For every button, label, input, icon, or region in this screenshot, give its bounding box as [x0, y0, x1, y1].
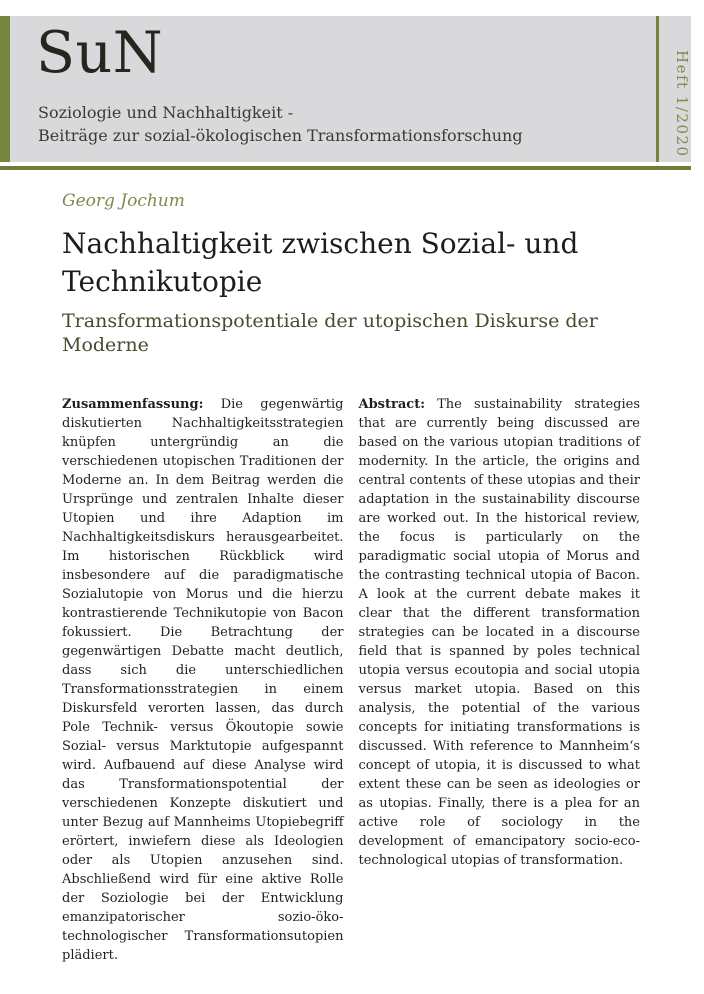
abstract-german: [62, 395, 344, 965]
tagline-line-2: Beiträge zur sozial-ökologischen Transformationsforschung: [38, 126, 523, 145]
issue-label: Heft 1/2020: [673, 50, 691, 158]
article: [62, 190, 640, 965]
abstract-english-paragraph: [359, 395, 641, 870]
journal-header: [0, 16, 691, 162]
abstract-english: [359, 395, 641, 965]
author-name: Georg Jochum: [62, 191, 185, 211]
header-rule: [0, 166, 691, 170]
abstract-german-paragraph: [62, 395, 344, 965]
journal-tagline: [38, 101, 523, 147]
abstract-columns: [62, 395, 640, 965]
abstract-german-label: Zusammenfassung:: [62, 397, 204, 412]
tagline-line-1: Soziologie und Nachhaltigkeit -: [38, 103, 294, 122]
abstract-german-text: Die gegenwärtig diskutierten Nachhaltigkeitsstrategien knüpfen untergründig an die verschiedenen utopischen Traditionen der Moderne an. In dem Beitrag werden die Ursprünge und zentralen Inhalte dieser Utopien und ihre Adaption im Nachhaltigkeitsdiskurs herausgearbeitet. Im historischen Rückblick wird insbesondere auf die paradigmatische Sozialutopie von Morus und die hierzu kontrastierende Technikutopie von Bacon fokussiert. Die Betrachtung der gegenwärtigen Debatte macht deutlich, dass sich die unterschiedlichen Transformationsstrategien in einem Diskursfeld verorten lassen, das durch Pole Technik- versus Ökoutopie sowie Sozial- versus Marktutopie aufgespannt wird. Aufbauend auf diese Analyse wird das Transformationspotential der verschiedenen Konzepte diskutiert und unter Bezug auf Mannheims Utopiebegriff erörtert, inwiefern diese als Ideologien oder als Utopien anzusehen sind. Abschließend wird für eine aktive Rolle der Soziologie bei der Entwicklung emanzipatorischer sozio-öko-technologischer Transformationsutopien plädiert.: [62, 397, 344, 963]
article-title: Nachhaltigkeit zwischen Sozial- und Technikutopie: [62, 227, 579, 298]
abstract-english-label: Abstract:: [358, 397, 425, 412]
accent-strip: [0, 16, 10, 162]
journal-logo: SuN: [36, 20, 164, 86]
article-subtitle: Transformationspotentiale der utopischen Diskurse der Moderne: [62, 310, 598, 356]
abstract-english-text: The sustainability strategies that are currently being discussed are based on the various utopian traditions of modernity. In the article, the origins and central contents of these utopias and their adaptation in the sustainability discourse are worked out. In the historical review, the focus is particularly on the paradigmatic social utopia of Morus and the contrasting technical utopia of Bacon. A look at the current debate makes it clear that the different transformation strategies can be located in a discourse field that is spanned by poles technical utopia versus ecoutopia and social utopia versus market utopia. Based on this analysis, the potential of the various concepts for initiating transformations is discussed. With reference to Mannheim‘s concept of utopia, it is discussed to what extent these can be seen as ideologies or as utopias. Finally, there is a plea for an active role of sociology in the development of emancipatory socio-eco-technological utopias of transformation.: [358, 397, 640, 868]
